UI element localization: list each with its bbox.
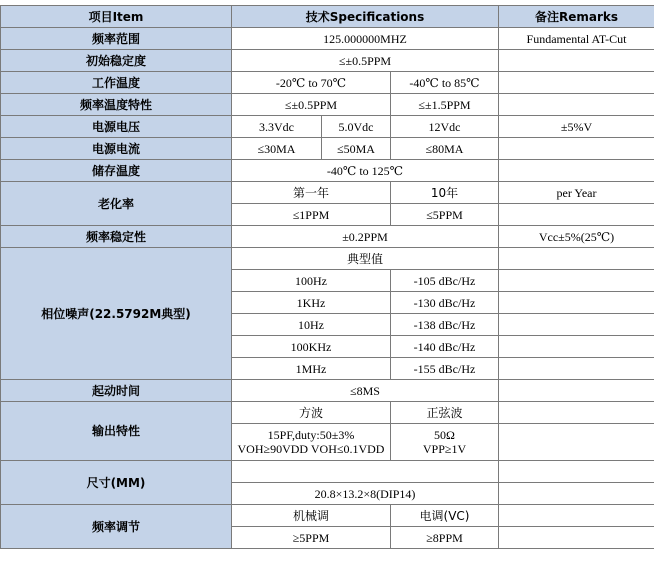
freq-temp-label: 频率温度特性 — [1, 94, 232, 116]
storage-temp-value: -40℃ to 125℃ — [232, 160, 499, 182]
phase-noise-value: -140 dBc/Hz — [391, 336, 499, 358]
row-storage-temp — [1, 160, 654, 182]
supply-voltage-c: 12Vdc — [391, 116, 499, 138]
phase-noise-label: 相位噪声(22.5792M典型) — [1, 248, 232, 380]
storage-temp-label: 储存温度 — [1, 160, 232, 182]
freq-stability-label: 频率稳定性 — [1, 226, 232, 248]
row-freq-range — [1, 28, 654, 50]
spec-table — [0, 5, 654, 549]
aging-v10: ≤5PPM — [391, 204, 499, 226]
op-temp-remark — [499, 72, 654, 94]
phase-noise-remark — [499, 270, 654, 292]
init-stability-label: 初始稳定度 — [1, 50, 232, 72]
freq-adjust-remark — [499, 505, 654, 527]
phase-noise-offset: 1KHz — [232, 292, 391, 314]
freq-adjust-remark-2 — [499, 527, 654, 549]
phase-noise-typical: 典型值 — [232, 248, 499, 270]
size-label: 尺寸(MM) — [1, 461, 232, 505]
startup-value: ≤8MS — [232, 380, 499, 402]
phase-noise-offset: 100Hz — [232, 270, 391, 292]
supply-current-c: ≤80MA — [391, 138, 499, 160]
header-remarks: 备注Remarks — [499, 6, 654, 28]
freq-temp-a: ≤±0.5PPM — [232, 94, 391, 116]
size-remark-2 — [499, 483, 654, 505]
storage-temp-remark — [499, 160, 654, 182]
row-freq-adjust-types — [1, 505, 654, 527]
row-init-stability — [1, 50, 654, 72]
freq-range-value: 125.000000MHZ — [232, 28, 499, 50]
output-square: 方波 — [232, 402, 391, 424]
freq-stability-value: ±0.2PPM — [232, 226, 499, 248]
freq-adjust-mech-value: ≥5PPM — [232, 527, 391, 549]
row-output-types — [1, 402, 654, 424]
phase-noise-value: -138 dBc/Hz — [391, 314, 499, 336]
size-value: 20.8×13.2×8(DIP14) — [232, 483, 499, 505]
supply-voltage-remark: ±5%V — [499, 116, 654, 138]
phase-noise-offset: 1MHz — [232, 358, 391, 380]
freq-range-remark: Fundamental AT-Cut — [499, 28, 654, 50]
freq-temp-remark — [499, 94, 654, 116]
freq-range-label: 频率范围 — [1, 28, 232, 50]
phase-noise-remark-0 — [499, 248, 654, 270]
size-remark — [499, 461, 654, 483]
header-spec: 技术Specifications — [232, 6, 499, 28]
freq-adjust-elec: 电调(VC) — [391, 505, 499, 527]
row-freq-temp — [1, 94, 654, 116]
phase-noise-value: -105 dBc/Hz — [391, 270, 499, 292]
header-row — [1, 6, 654, 28]
output-sine-line2: VPP≥1V — [422, 442, 467, 456]
phase-noise-offset: 100KHz — [232, 336, 391, 358]
output-square-line1: 15PF,duty:50±3% — [267, 428, 355, 442]
supply-current-label: 电源电流 — [1, 138, 232, 160]
output-remark-2 — [499, 424, 654, 461]
phase-noise-remark — [499, 314, 654, 336]
freq-adjust-mech: 机械调 — [232, 505, 391, 527]
row-phase-noise-typical — [1, 248, 654, 270]
row-op-temp — [1, 72, 654, 94]
op-temp-label: 工作温度 — [1, 72, 232, 94]
phase-noise-remark — [499, 358, 654, 380]
output-sine-line1: 50Ω — [434, 428, 455, 442]
row-aging-years — [1, 182, 654, 204]
phase-noise-remark — [499, 292, 654, 314]
op-temp-a: -20℃ to 70℃ — [232, 72, 391, 94]
size-blank — [232, 461, 499, 483]
output-sine: 正弦波 — [391, 402, 499, 424]
op-temp-b: -40℃ to 85℃ — [391, 72, 499, 94]
supply-voltage-a: 3.3Vdc — [232, 116, 322, 138]
output-square-values — [232, 424, 391, 461]
startup-label: 起动时间 — [1, 380, 232, 402]
output-label: 输出特性 — [1, 402, 232, 461]
startup-remark — [499, 380, 654, 402]
freq-adjust-elec-value: ≥8PPM — [391, 527, 499, 549]
output-square-line2: VOH≥90VDD VOH≤0.1VDD — [237, 442, 385, 456]
row-supply-voltage — [1, 116, 654, 138]
output-remark — [499, 402, 654, 424]
row-startup — [1, 380, 654, 402]
freq-stability-remark: Vcc±5%(25℃) — [499, 226, 654, 248]
aging-label: 老化率 — [1, 182, 232, 226]
aging-remark-2 — [499, 204, 654, 226]
header-item: 项目Item — [1, 6, 232, 28]
aging-v1: ≤1PPM — [232, 204, 391, 226]
row-supply-current — [1, 138, 654, 160]
supply-voltage-label: 电源电压 — [1, 116, 232, 138]
init-stability-value: ≤±0.5PPM — [232, 50, 499, 72]
aging-remark: per Year — [499, 182, 654, 204]
aging-year10: 10年 — [391, 182, 499, 204]
supply-current-b: ≤50MA — [322, 138, 391, 160]
phase-noise-value: -130 dBc/Hz — [391, 292, 499, 314]
row-freq-stability — [1, 226, 654, 248]
phase-noise-value: -155 dBc/Hz — [391, 358, 499, 380]
phase-noise-remark — [499, 336, 654, 358]
aging-year1: 第一年 — [232, 182, 391, 204]
supply-current-remark — [499, 138, 654, 160]
supply-voltage-b: 5.0Vdc — [322, 116, 391, 138]
freq-temp-b: ≤±1.5PPM — [391, 94, 499, 116]
init-stability-remark — [499, 50, 654, 72]
freq-adjust-label: 频率调节 — [1, 505, 232, 549]
supply-current-a: ≤30MA — [232, 138, 322, 160]
row-size-top — [1, 461, 654, 483]
output-sine-values — [391, 424, 499, 461]
phase-noise-offset: 10Hz — [232, 314, 391, 336]
